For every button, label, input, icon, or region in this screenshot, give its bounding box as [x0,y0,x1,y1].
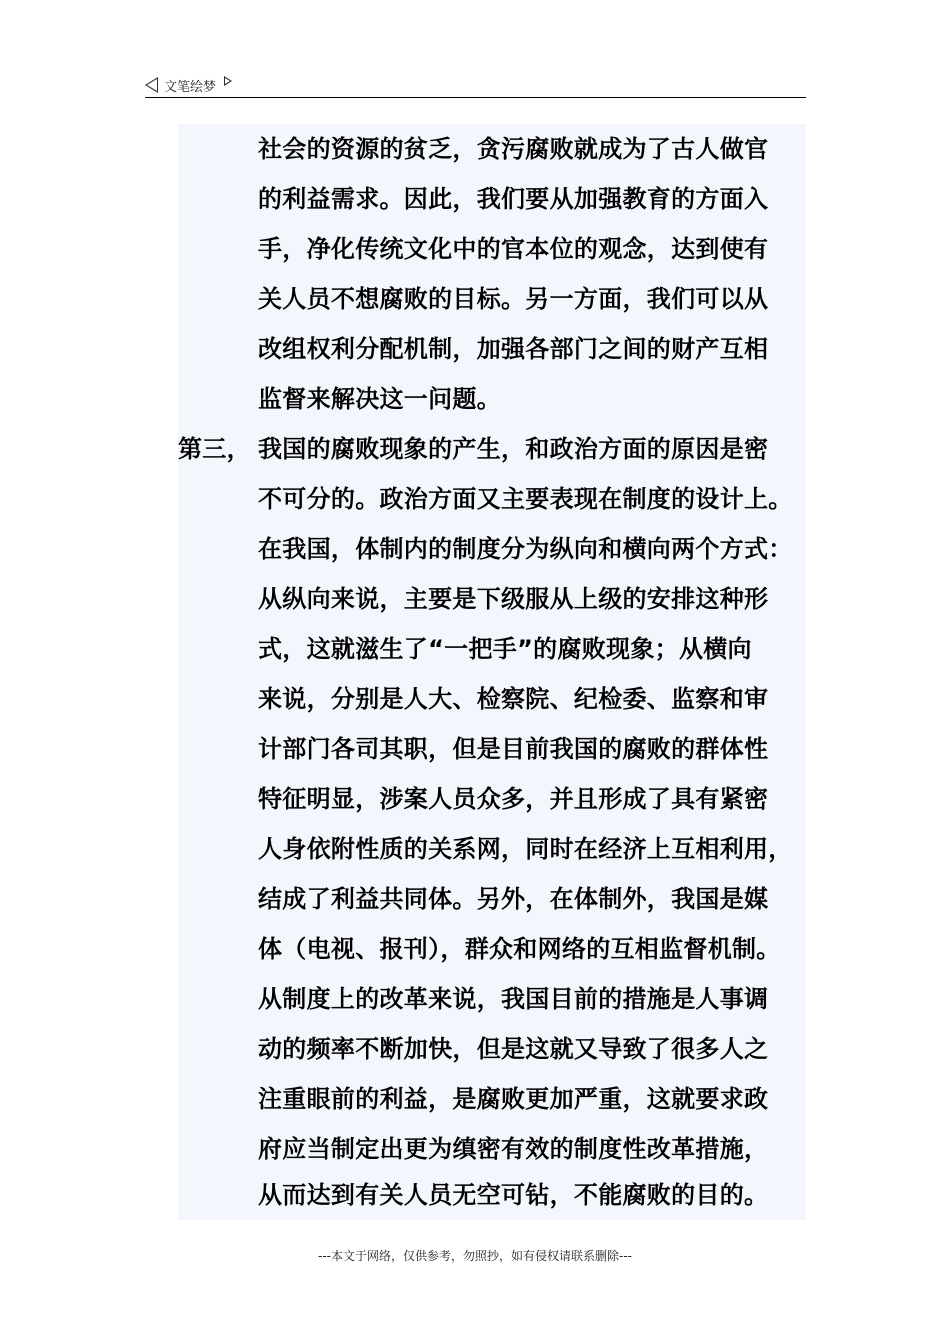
body-line: 关人员不想腐败的目标。另一方面，我们可以从 [258,285,769,313]
body-line: 人身依附性质的关系网，同时在经济上互相利用， [258,835,793,863]
page-header [145,74,232,96]
header-divider [145,97,806,98]
body-line: 改组权利分配机制，加强各部门之间的财产互相 [258,335,769,363]
body-line: 动的频率不断加快，但是这就又导致了很多人之 [258,1035,769,1063]
body-line: 我国的腐败现象的产生，和政治方面的原因是密 [258,435,769,463]
body-line: 体（电视、报刊），群众和网络的互相监督机制。 [258,935,781,963]
body-line: 监督来解决这一问题。 [258,385,501,413]
body-line: 从而达到有关人员无空可钻，不能腐败的目的。 [258,1181,769,1209]
body-line: 在我国，体制内的制度分为纵向和横向两个方式： [258,535,793,563]
body-line: 式，这就滋生了“一把手”的腐败现象；从横向 [258,635,752,663]
footer-disclaimer: ---本文于网络，仅供参考，勿照抄，如有侵权请联系删除--- [318,1249,632,1263]
triangle-right-icon [224,76,232,86]
section-label: 第三， [178,435,251,463]
body-line: 的利益需求。因此，我们要从加强教育的方面入 [258,185,769,213]
body-line: 特征明显，涉案人员众多，并且形成了具有紧密 [258,785,769,813]
body-line: 社会的资源的贫乏，贪污腐败就成为了古人做官 [258,135,769,163]
body-line: 手，净化传统文化中的官本位的观念，达到使有 [258,235,769,263]
body-line: 从纵向来说，主要是下级服从上级的安排这种形 [258,585,769,613]
body-line: 来说，分别是人大、检察院、纪检委、监察和审 [258,685,769,713]
header-title: 文笔绘梦 [164,79,217,95]
body-line: 注重眼前的利益，是腐败更加严重，这就要求政 [258,1085,769,1113]
body-line: 府应当制定出更为缜密有效的制度性改革措施， [258,1135,769,1163]
body-line: 不可分的。政治方面又主要表现在制度的设计上。 [258,485,793,513]
triangle-left-icon [145,77,158,93]
body-line: 从制度上的改革来说，我国目前的措施是人事调 [258,985,769,1013]
body-line: 结成了利益共同体。另外，在体制外，我国是媒 [258,885,769,913]
body-line: 计部门各司其职，但是目前我国的腐败的群体性 [258,735,769,763]
